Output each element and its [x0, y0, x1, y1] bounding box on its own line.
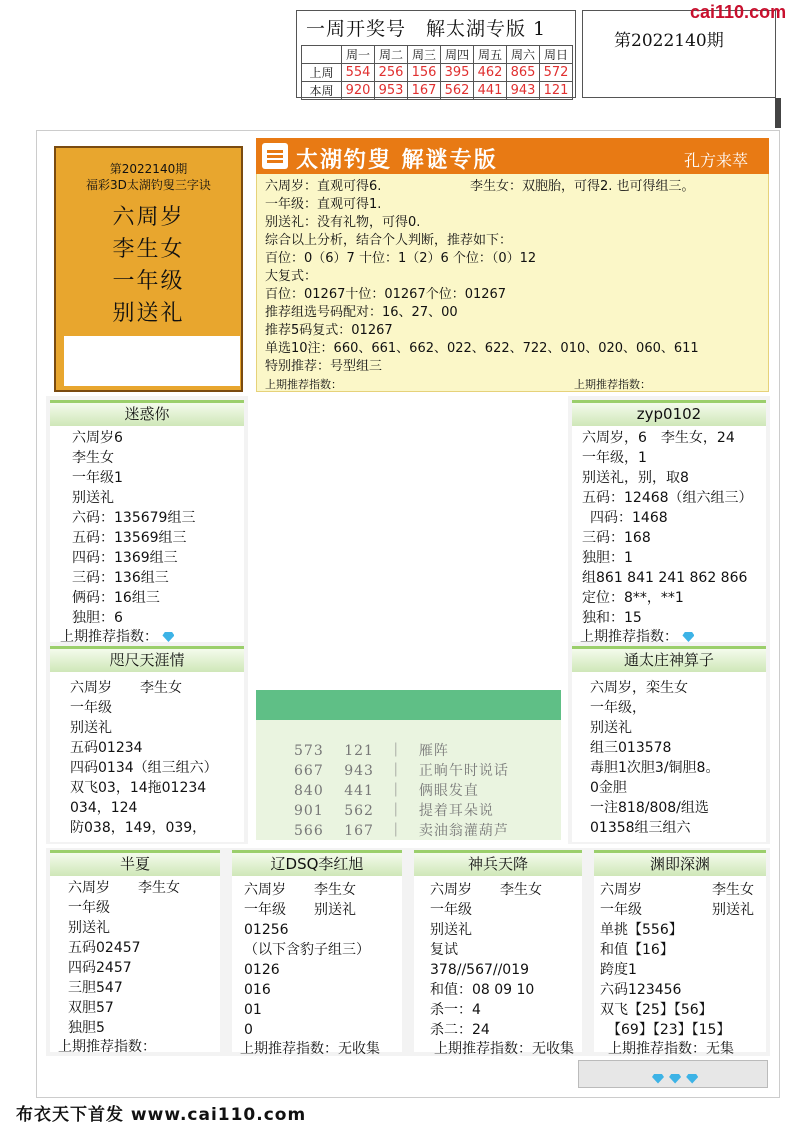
card-line: 独胆：6 — [72, 610, 123, 626]
card-line: 378//567//019 — [430, 962, 530, 978]
weekday-cell: 周日 — [540, 46, 573, 64]
card-title: 渊即深渊 — [594, 850, 766, 876]
issue-number: 第2022140期 — [614, 31, 724, 51]
card-line: 别送礼 — [590, 720, 632, 736]
table-row — [302, 64, 573, 82]
draw-number: 441 — [474, 82, 507, 100]
riddle-text: 正晌午时说话 — [418, 763, 509, 779]
weekday-cell: 周四 — [441, 46, 474, 64]
card-line: 六周岁 李生女 — [70, 680, 182, 696]
draw-number: 920 — [342, 82, 375, 100]
card-line: 四码：1468 — [590, 510, 668, 526]
card-line: 组861 841 241 862 866 — [582, 570, 748, 586]
card-line: 四码2457 — [68, 960, 132, 976]
card-line: 独和：15 — [582, 610, 642, 626]
riddle-b: 562 — [344, 803, 374, 819]
card-line: 毒胆1次胆3/铜胆8。 — [590, 760, 720, 776]
main-line: 别送礼：没有礼物，可得0. — [265, 215, 421, 230]
card-line: 六周岁 李生女 — [68, 880, 180, 896]
pencil-icon — [262, 143, 288, 169]
main-line: 百位：01267十位：01267个位：01267 — [265, 287, 507, 302]
card-line: 组三013578 — [590, 740, 672, 756]
diamond-icon — [682, 632, 694, 642]
index-label-text: 上期推荐指数： — [60, 629, 158, 645]
card-line: 和值【16】 — [600, 942, 674, 958]
card-line: 杀二：24 — [430, 1022, 490, 1038]
card-line: 六码123456 — [600, 982, 682, 998]
card-title: 迷惑你 — [50, 400, 244, 426]
gold-verse: 李生女 — [112, 237, 185, 262]
card-line: 一年级 别送礼 — [244, 902, 356, 918]
draw-number: 121 — [540, 82, 573, 100]
card-line: 0 — [244, 1022, 253, 1038]
gold-verse: 一年级 — [112, 269, 185, 294]
table-corner — [302, 46, 342, 64]
weekday-cell: 周一 — [342, 46, 375, 64]
index-label — [580, 627, 694, 647]
main-line: 大复式： — [265, 269, 318, 284]
riddle-b: 167 — [344, 823, 374, 839]
index-label: 上期推荐指数： — [265, 378, 342, 391]
card-line: 跨度1 — [600, 962, 637, 978]
card-line: 三码：168 — [582, 530, 651, 546]
side-bar — [775, 98, 781, 128]
draw-number: 865 — [507, 64, 540, 82]
riddle-text: 卖油翁灌葫芦 — [418, 823, 509, 839]
card-line: 独胆5 — [68, 1020, 105, 1036]
card-line: 和值：08 09 10 — [430, 982, 535, 998]
gold-verse: 六周岁 — [112, 205, 185, 230]
diamond-icon — [686, 1074, 698, 1084]
riddle-text: 雁阵 — [418, 743, 449, 759]
card-line: 双飞【25】【56】 — [600, 1002, 713, 1018]
issue-box — [582, 10, 776, 98]
card-line: 李生女 — [72, 450, 114, 466]
weekday-cell: 周六 — [507, 46, 540, 64]
card-line: 别送礼 — [68, 920, 110, 936]
riddle-text: 俩眼发直 — [418, 783, 479, 799]
card-line: 五码01234 — [70, 740, 143, 756]
card-line: 【69】【23】【15】 — [600, 1022, 731, 1038]
riddle-row: 840 441 ｜ 俩眼发直 — [294, 783, 479, 799]
riddle-a: 901 — [294, 803, 324, 819]
riddle-row: 901 562 ｜ 提着耳朵说 — [294, 803, 494, 819]
riddle-row: 667 943 ｜ 正晌午时说话 — [294, 763, 509, 779]
riddle-text: 提着耳朵说 — [418, 803, 494, 819]
card-line: 一年级 — [68, 900, 110, 916]
main-line: 李生女：双胞胎，可得2. 也可得组三。 — [470, 179, 695, 194]
draw-number: 167 — [408, 82, 441, 100]
card-line: 一年级， — [590, 700, 646, 716]
card-line: 别送礼 — [430, 922, 472, 938]
draw-number: 462 — [474, 64, 507, 82]
draw-number: 395 — [441, 64, 474, 82]
gold-issue: 第2022140期 — [109, 162, 188, 176]
riddle-a: 840 — [294, 783, 324, 799]
draw-number: 256 — [375, 64, 408, 82]
card-line: 01256 — [244, 922, 289, 938]
index-label: 上期推荐指数：无收集 — [240, 1041, 380, 1057]
card-title: zyp0102 — [572, 400, 766, 426]
card-line: 防038，149，039， — [70, 820, 207, 836]
middle-bar — [256, 690, 561, 720]
riddle-row: 573 121 ｜ 雁阵 — [294, 743, 449, 759]
riddle-a: 573 — [294, 743, 324, 759]
card-title: 半夏 — [50, 850, 220, 876]
index-label: 上期推荐指数： — [58, 1039, 156, 1055]
card-line: 一注818/808/组选 — [590, 800, 709, 816]
gold-verse: 别送礼 — [112, 301, 185, 326]
card-line: 别送礼，别，取8 — [582, 470, 689, 486]
main-line: 百位：0（6）7 十位：1（2）6 个位：（0）12 — [265, 251, 537, 266]
draw-number: 562 — [441, 82, 474, 100]
main-author: 孔方来萃 — [684, 151, 749, 170]
draw-number: 156 — [408, 64, 441, 82]
card-title: 通太庄神算子 — [572, 646, 766, 672]
weekday-cell: 周五 — [474, 46, 507, 64]
card-line: 一年级 别送礼 — [600, 902, 754, 918]
card-line: 四码0134（组三组六） — [70, 760, 218, 776]
footer-credit: 布衣天下首发 www.cai110.com — [16, 1105, 307, 1125]
card-line: 四码：1369组三 — [72, 550, 178, 566]
site-logo[interactable]: cai110.com — [690, 2, 787, 22]
index-label: 上期推荐指数： — [574, 378, 651, 391]
main-line: 推荐5码复式：01267 — [265, 323, 393, 338]
draw-table — [301, 45, 573, 100]
draw-number: 554 — [342, 64, 375, 82]
header-title: 一周开奖号 解太湖专版 1 — [306, 18, 547, 40]
card-line: 六周岁，6 李生女，24 — [582, 430, 735, 446]
diamond-icon — [162, 632, 174, 642]
index-label-text: 上期推荐指数： — [580, 629, 678, 645]
card-line: 五码02457 — [68, 940, 141, 956]
card-title: 辽DSQ李红旭 — [232, 850, 402, 876]
card-line: 三码：136组三 — [72, 570, 169, 586]
riddle-b: 441 — [344, 783, 374, 799]
draw-number: 572 — [540, 64, 573, 82]
card-line: 六周岁 李生女 — [244, 882, 356, 898]
card-line: 034，124 — [70, 800, 138, 816]
card-line: 别送礼 — [72, 490, 114, 506]
card-line: 俩码：16组三 — [72, 590, 160, 606]
card-line: 0金胆 — [590, 780, 627, 796]
card-line: 三胆547 — [68, 980, 123, 996]
index-label: 上期推荐指数：无集 — [608, 1041, 734, 1057]
index-label — [60, 627, 174, 647]
card-line: 六码：135679组三 — [72, 510, 196, 526]
main-line: 特别推荐：号型组三 — [265, 359, 383, 374]
index-label: 上期推荐指数：无收集 — [434, 1041, 574, 1057]
table-row — [302, 82, 573, 100]
card-line: 一年级 — [70, 700, 112, 716]
main-line: 六周岁：直观可得6. — [265, 179, 382, 194]
card-line: 五码：13569组三 — [72, 530, 187, 546]
card-line: 016 — [244, 982, 271, 998]
card-line: 定位：8**，**1 — [582, 590, 684, 606]
card-line: 01358组三组六 — [590, 820, 691, 836]
card-line: 六周岁 李生女 — [430, 882, 542, 898]
gold-blank — [64, 336, 240, 386]
card-line: 独胆：1 — [582, 550, 633, 566]
weekday-cell: 周二 — [375, 46, 408, 64]
card-title: 神兵天降 — [414, 850, 582, 876]
card-line: 单挑【556】 — [600, 922, 683, 938]
card-line: 一年级 — [430, 902, 472, 918]
card-line: 0126 — [244, 962, 280, 978]
main-line: 综合以上分析，结合个人判断，推荐如下： — [265, 233, 513, 248]
main-title: 太湖钓叟 解谜专版 — [296, 147, 498, 173]
card-line: 一年级1 — [72, 470, 123, 486]
diamond-icon — [669, 1074, 681, 1084]
card-line: 别送礼 — [70, 720, 112, 736]
row-label: 本周 — [302, 82, 342, 100]
card-line: 双飞03，14拖01234 — [70, 780, 207, 796]
table-row — [302, 46, 573, 64]
weekday-cell: 周三 — [408, 46, 441, 64]
draw-number: 953 — [375, 82, 408, 100]
row-label: 上周 — [302, 64, 342, 82]
card-line: （以下含豹子组三） — [244, 942, 370, 958]
main-line: 单选10注：660、661、662、022、622、722、010、020、060、611 — [265, 341, 699, 356]
diamond-icon — [652, 1074, 664, 1084]
main-line: 推荐组选号码配对：16、27、00 — [265, 305, 458, 320]
card-line: 复试 — [430, 942, 458, 958]
riddle-b: 943 — [344, 763, 374, 779]
draw-number: 943 — [507, 82, 540, 100]
main-line: 一年级：直观可得1. — [265, 197, 382, 212]
card-title: 咫尺天涯情 — [50, 646, 244, 672]
riddle-b: 121 — [344, 743, 374, 759]
card-line: 一年级，1 — [582, 450, 647, 466]
riddle-a: 667 — [294, 763, 324, 779]
card-line: 杀一：4 — [430, 1002, 481, 1018]
card-line: 双胆57 — [68, 1000, 114, 1016]
riddle-row: 566 167 ｜ 卖油翁灌葫芦 — [294, 823, 509, 839]
card-line: 六周岁，栾生女 — [590, 680, 688, 696]
card-line: 01 — [244, 1002, 262, 1018]
card-line: 五码：12468（组六组三） — [582, 490, 753, 506]
gold-subtitle: 福彩3D太湖钓叟三字诀 — [86, 178, 211, 192]
gem-group — [652, 1068, 698, 1087]
card-line: 六周岁6 — [72, 430, 123, 446]
riddle-a: 566 — [294, 823, 324, 839]
card-line: 六周岁 李生女 — [600, 882, 754, 898]
